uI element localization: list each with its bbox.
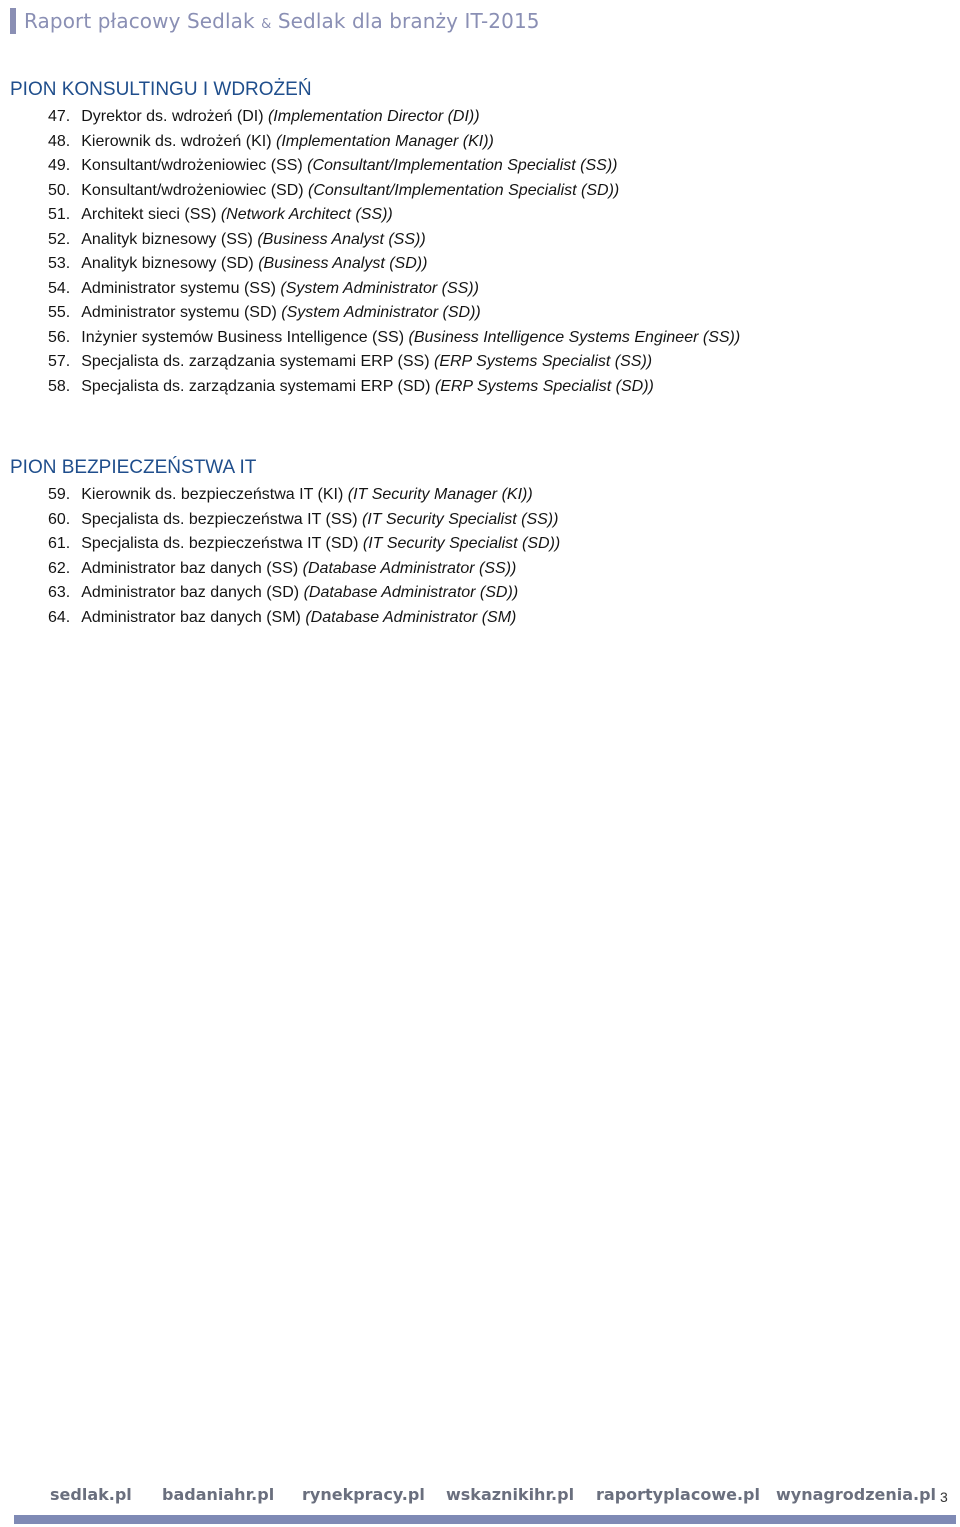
footer-link[interactable]: raportyplacowe.pl [596, 1485, 760, 1504]
page-header [10, 6, 540, 36]
item-title-en: (System Administrator (SD)) [281, 304, 481, 321]
list-item [10, 154, 950, 179]
item-title-en: (Database Administrator (SS)) [302, 559, 517, 577]
page-number: 3 [940, 1489, 948, 1505]
footer-bar [14, 1515, 956, 1524]
item-title-pl: Inżynier systemów Business Intelligence (SS) [81, 328, 409, 346]
item-title-pl: Specjalista ds. zarządzania systemami ERP (SS) [81, 353, 434, 370]
item-number: 50. [48, 181, 71, 199]
item-number: 47. [48, 108, 71, 125]
header-title [24, 9, 540, 33]
item-title-en: (Consultant/Implementation Specialist (SS)) [307, 157, 618, 174]
item-number: 62. [48, 559, 71, 577]
item-title-pl: Analityk biznesowy (SS) [81, 230, 258, 248]
item-title-pl: Kierownik ds. wdrożeń (KI) [81, 132, 276, 150]
item-title-pl: Specjalista ds. bezpieczeństwa IT (SS) [81, 510, 362, 528]
list-item [10, 252, 950, 277]
footer-link[interactable]: sedlak.pl [50, 1485, 132, 1504]
item-number: 54. [48, 279, 71, 297]
item-title-pl: Konsultant/wdrożeniowiec (SD) [81, 181, 309, 199]
item-title-pl: Administrator baz danych (SM) [81, 608, 306, 626]
position-list [10, 105, 950, 399]
item-title-en: (ERP Systems Specialist (SD)) [434, 377, 654, 395]
item-title-pl: Konsultant/wdrożeniowiec (SS) [81, 157, 308, 174]
header-accent-bar [10, 8, 16, 34]
section-title: PION KONSULTINGU I WDROŻEŃ [10, 79, 312, 100]
footer-link[interactable]: wynagrodzenia.pl [776, 1485, 937, 1504]
header-title-part1: Raport płacowy Sedlak [24, 9, 262, 33]
item-title-en: (Implementation Manager (KI)) [275, 132, 494, 150]
item-title-pl: Administrator baz danych (SS) [81, 559, 303, 577]
item-number: 60. [48, 510, 71, 528]
item-title-en: (Business Analyst (SD)) [258, 255, 428, 272]
list-item [10, 508, 950, 533]
list-item [10, 203, 950, 228]
item-number: 49. [48, 157, 71, 174]
list-item [10, 301, 950, 326]
list-item [10, 350, 950, 375]
item-number: 53. [48, 255, 71, 272]
item-title-pl: Administrator baz danych (SD) [81, 584, 304, 601]
list-item [10, 277, 950, 302]
item-title-en: (IT Security Manager (KI)) [347, 486, 533, 503]
item-title-en: (ERP Systems Specialist (SS)) [433, 353, 653, 370]
list-item [10, 375, 950, 400]
list-item [10, 326, 950, 351]
item-title-pl: Analityk biznesowy (SD) [81, 255, 259, 272]
list-item [10, 179, 950, 204]
item-number: 55. [48, 304, 71, 321]
item-title-en: (System Administrator (SS)) [280, 279, 479, 297]
item-number: 48. [48, 132, 71, 150]
list-item [10, 606, 950, 631]
footer [0, 1481, 960, 1511]
item-title-en: (Business Analyst (SS)) [257, 230, 426, 248]
header-title-amp: & [261, 17, 272, 32]
item-title-en: (Database Administrator (SM) [305, 608, 517, 626]
footer-link[interactable]: rynekpracy.pl [302, 1485, 425, 1504]
item-title-pl: Dyrektor ds. wdrożeń (DI) [81, 108, 268, 125]
footer-link[interactable]: badaniahr.pl [162, 1485, 275, 1504]
header-title-part2: Sedlak dla branży IT-2015 [271, 9, 540, 33]
list-item [10, 581, 950, 606]
footer-link[interactable]: wskaznikihr.pl [446, 1485, 575, 1504]
list-item [10, 483, 950, 508]
section-security [10, 453, 950, 630]
item-title-en: (IT Security Specialist (SS)) [361, 510, 559, 528]
item-title-pl: Specjalista ds. zarządzania systemami ERP (SD) [81, 377, 435, 395]
list-item [10, 228, 950, 253]
section-consulting [10, 75, 950, 399]
item-title-en: (Database Administrator (SD)) [303, 584, 519, 601]
item-number: 58. [48, 377, 71, 395]
list-item [10, 557, 950, 582]
item-number: 56. [48, 328, 71, 346]
item-title-pl: Specjalista ds. bezpieczeństwa IT (SD) [81, 535, 363, 552]
item-number: 59. [48, 486, 71, 503]
item-title-en: (Implementation Director (DI)) [267, 108, 480, 125]
position-list [10, 483, 950, 630]
item-number: 64. [48, 608, 71, 626]
item-number: 51. [48, 206, 71, 223]
item-number: 57. [48, 353, 71, 370]
item-title-en: (IT Security Specialist (SD)) [362, 535, 561, 552]
item-title-en: (Business Intelligence Systems Engineer (SS)) [408, 328, 741, 346]
item-title-pl: Kierownik ds. bezpieczeństwa IT (KI) [81, 486, 348, 503]
item-number: 52. [48, 230, 71, 248]
list-item [10, 105, 950, 130]
list-item [10, 130, 950, 155]
item-number: 63. [48, 584, 71, 601]
item-title-pl: Administrator systemu (SS) [81, 279, 281, 297]
item-title-pl: Architekt sieci (SS) [81, 206, 221, 223]
item-title-pl: Administrator systemu (SD) [81, 304, 282, 321]
item-title-en: (Consultant/Implementation Specialist (SD)) [308, 181, 620, 199]
item-title-en: (Network Architect (SS)) [220, 206, 393, 223]
section-title: PION BEZPIECZEŃSTWA IT [10, 457, 257, 478]
item-number: 61. [48, 535, 71, 552]
list-item [10, 532, 950, 557]
